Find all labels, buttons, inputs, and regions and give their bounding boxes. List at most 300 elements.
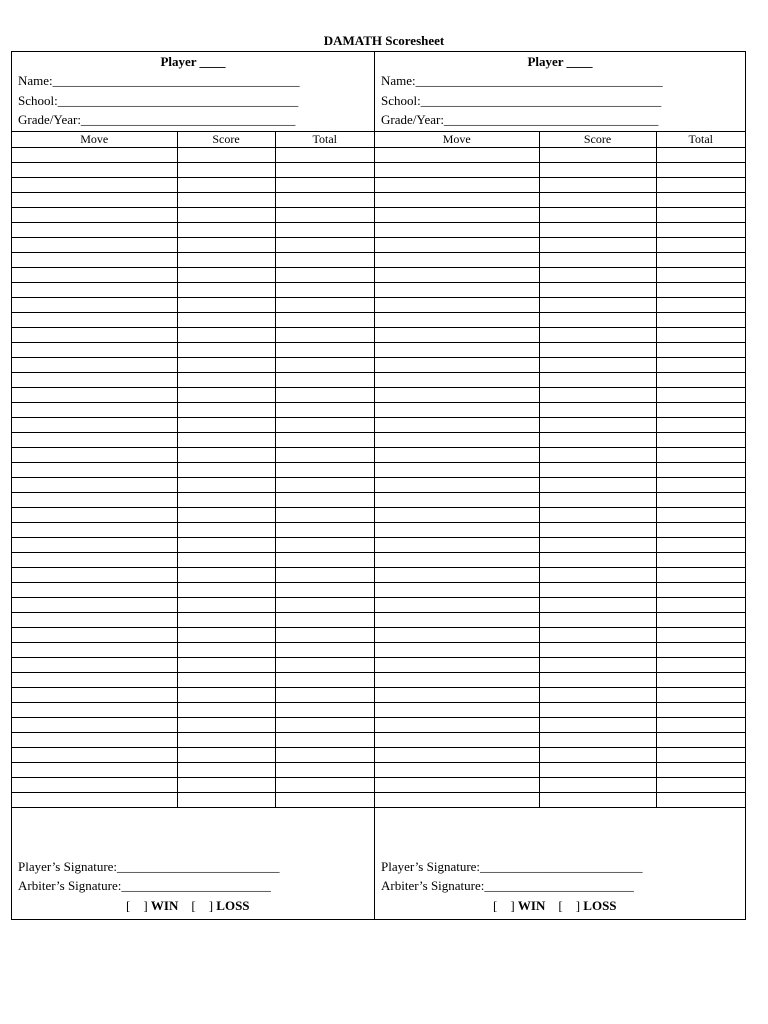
move-cell[interactable] bbox=[375, 417, 539, 432]
player-one-player-signature[interactable]: Player’s Signature:_________________________ bbox=[18, 859, 280, 874]
score-cell[interactable] bbox=[539, 387, 656, 402]
total-cell[interactable] bbox=[275, 297, 374, 312]
move-cell[interactable] bbox=[375, 732, 539, 747]
score-cell[interactable] bbox=[539, 612, 656, 627]
score-cell[interactable] bbox=[177, 207, 275, 222]
score-cell[interactable] bbox=[539, 252, 656, 267]
win-label: WIN bbox=[517, 898, 546, 913]
move-cell[interactable] bbox=[375, 432, 539, 447]
total-cell[interactable] bbox=[656, 597, 745, 612]
total-cell[interactable] bbox=[656, 387, 745, 402]
move-cell[interactable] bbox=[375, 147, 539, 162]
player-two-arbiter-signature[interactable]: Arbiter’s Signature:_______________________ bbox=[381, 878, 634, 893]
total-cell[interactable] bbox=[275, 792, 374, 807]
score-cell[interactable] bbox=[539, 672, 656, 687]
score-cell[interactable] bbox=[539, 657, 656, 672]
move-cell[interactable] bbox=[375, 462, 539, 477]
total-column-header: Total bbox=[656, 132, 745, 147]
score-cell[interactable] bbox=[177, 762, 275, 777]
move-row bbox=[375, 387, 745, 402]
total-cell[interactable] bbox=[275, 342, 374, 357]
score-cell[interactable] bbox=[177, 312, 275, 327]
score-cell[interactable] bbox=[177, 522, 275, 537]
move-cell[interactable] bbox=[375, 597, 539, 612]
move-cell[interactable] bbox=[12, 582, 177, 597]
score-cell[interactable] bbox=[177, 342, 275, 357]
total-cell[interactable] bbox=[656, 312, 745, 327]
score-cell[interactable] bbox=[177, 192, 275, 207]
move-cell[interactable] bbox=[375, 567, 539, 582]
move-cell[interactable] bbox=[12, 462, 177, 477]
move-cell[interactable] bbox=[12, 492, 177, 507]
score-cell[interactable] bbox=[177, 432, 275, 447]
score-cell[interactable] bbox=[539, 477, 656, 492]
total-cell[interactable] bbox=[275, 192, 374, 207]
move-cell[interactable] bbox=[375, 402, 539, 417]
win-checkbox[interactable]: [ ] bbox=[493, 898, 515, 913]
move-cell[interactable] bbox=[12, 432, 177, 447]
score-cell[interactable] bbox=[539, 147, 656, 162]
move-cell[interactable] bbox=[375, 372, 539, 387]
move-cell[interactable] bbox=[375, 522, 539, 537]
move-cell[interactable] bbox=[12, 522, 177, 537]
total-cell[interactable] bbox=[656, 252, 745, 267]
total-cell[interactable] bbox=[275, 312, 374, 327]
player-two-result bbox=[493, 898, 617, 914]
score-cell[interactable] bbox=[539, 417, 656, 432]
score-cell[interactable] bbox=[539, 177, 656, 192]
player-one-arbiter-signature[interactable]: Arbiter’s Signature:_______________________ bbox=[18, 878, 271, 893]
total-cell[interactable] bbox=[656, 567, 745, 582]
move-cell[interactable] bbox=[12, 417, 177, 432]
score-cell[interactable] bbox=[177, 237, 275, 252]
move-cell[interactable] bbox=[12, 162, 177, 177]
move-cell[interactable] bbox=[12, 717, 177, 732]
total-cell[interactable] bbox=[275, 282, 374, 297]
move-cell[interactable] bbox=[375, 312, 539, 327]
move-cell[interactable] bbox=[12, 252, 177, 267]
move-cell[interactable] bbox=[375, 207, 539, 222]
total-cell[interactable] bbox=[656, 687, 745, 702]
score-cell[interactable] bbox=[539, 552, 656, 567]
score-cell[interactable] bbox=[539, 222, 656, 237]
score-cell[interactable] bbox=[539, 447, 656, 462]
total-cell[interactable] bbox=[656, 552, 745, 567]
move-cell[interactable] bbox=[12, 702, 177, 717]
total-cell[interactable] bbox=[275, 762, 374, 777]
total-cell[interactable] bbox=[656, 462, 745, 477]
score-cell[interactable] bbox=[539, 207, 656, 222]
move-cell[interactable] bbox=[375, 387, 539, 402]
move-cell[interactable] bbox=[375, 507, 539, 522]
score-cell[interactable] bbox=[539, 432, 656, 447]
total-cell[interactable] bbox=[656, 507, 745, 522]
score-cell[interactable] bbox=[177, 327, 275, 342]
total-cell[interactable] bbox=[656, 642, 745, 657]
move-cell[interactable] bbox=[375, 687, 539, 702]
move-row bbox=[375, 567, 745, 582]
total-cell[interactable] bbox=[656, 222, 745, 237]
score-cell[interactable] bbox=[539, 537, 656, 552]
move-cell[interactable] bbox=[375, 297, 539, 312]
move-cell[interactable] bbox=[375, 762, 539, 777]
move-cell[interactable] bbox=[375, 282, 539, 297]
move-cell[interactable] bbox=[12, 762, 177, 777]
total-cell[interactable] bbox=[656, 702, 745, 717]
total-cell[interactable] bbox=[275, 387, 374, 402]
score-cell[interactable] bbox=[177, 657, 275, 672]
total-cell[interactable] bbox=[656, 417, 745, 432]
score-cell[interactable] bbox=[539, 297, 656, 312]
move-row bbox=[375, 147, 745, 162]
total-cell[interactable] bbox=[656, 327, 745, 342]
score-cell[interactable] bbox=[539, 762, 656, 777]
move-row bbox=[375, 402, 745, 417]
score-cell[interactable] bbox=[539, 162, 656, 177]
score-cell[interactable] bbox=[539, 312, 656, 327]
total-cell[interactable] bbox=[656, 372, 745, 387]
move-cell[interactable] bbox=[375, 552, 539, 567]
loss-checkbox[interactable]: [ ] bbox=[191, 898, 214, 913]
total-cell[interactable] bbox=[275, 642, 374, 657]
move-cell[interactable] bbox=[375, 612, 539, 627]
total-cell[interactable] bbox=[656, 522, 745, 537]
total-cell[interactable] bbox=[275, 267, 374, 282]
score-cell[interactable] bbox=[177, 177, 275, 192]
move-cell[interactable] bbox=[375, 252, 539, 267]
score-cell[interactable] bbox=[539, 372, 656, 387]
move-cell[interactable] bbox=[12, 477, 177, 492]
total-cell[interactable] bbox=[275, 177, 374, 192]
move-cell[interactable] bbox=[375, 267, 539, 282]
total-cell[interactable] bbox=[275, 672, 374, 687]
score-cell[interactable] bbox=[177, 567, 275, 582]
score-cell[interactable] bbox=[177, 267, 275, 282]
total-cell[interactable] bbox=[656, 402, 745, 417]
move-row bbox=[375, 477, 745, 492]
total-cell[interactable] bbox=[275, 477, 374, 492]
move-cell[interactable] bbox=[375, 657, 539, 672]
total-cell[interactable] bbox=[656, 207, 745, 222]
move-row bbox=[12, 177, 374, 192]
score-cell[interactable] bbox=[177, 282, 275, 297]
move-cell[interactable] bbox=[12, 147, 177, 162]
player-two-section bbox=[375, 52, 745, 919]
total-cell[interactable] bbox=[656, 672, 745, 687]
total-cell[interactable] bbox=[275, 207, 374, 222]
move-cell[interactable] bbox=[375, 702, 539, 717]
total-cell[interactable] bbox=[656, 267, 745, 282]
total-cell[interactable] bbox=[275, 162, 374, 177]
move-cell[interactable] bbox=[375, 237, 539, 252]
move-cell[interactable] bbox=[12, 372, 177, 387]
score-cell[interactable] bbox=[177, 582, 275, 597]
player-one-heading: Player ____ bbox=[160, 54, 226, 69]
score-cell[interactable] bbox=[177, 252, 275, 267]
loss-checkbox[interactable]: [ ] bbox=[558, 898, 581, 913]
move-cell[interactable] bbox=[12, 177, 177, 192]
score-cell[interactable] bbox=[177, 777, 275, 792]
total-cell[interactable] bbox=[275, 447, 374, 462]
total-cell[interactable] bbox=[275, 732, 374, 747]
total-cell[interactable] bbox=[275, 357, 374, 372]
move-cell[interactable] bbox=[12, 612, 177, 627]
total-cell[interactable] bbox=[275, 702, 374, 717]
move-cell[interactable] bbox=[12, 747, 177, 762]
score-cell[interactable] bbox=[177, 402, 275, 417]
total-cell[interactable] bbox=[275, 552, 374, 567]
score-cell[interactable] bbox=[177, 537, 275, 552]
score-cell[interactable] bbox=[539, 567, 656, 582]
total-cell[interactable] bbox=[656, 432, 745, 447]
move-cell[interactable] bbox=[375, 192, 539, 207]
move-cell[interactable] bbox=[375, 477, 539, 492]
move-cell[interactable] bbox=[12, 627, 177, 642]
move-cell[interactable] bbox=[12, 282, 177, 297]
total-cell[interactable] bbox=[275, 222, 374, 237]
score-cell[interactable] bbox=[539, 237, 656, 252]
score-cell[interactable] bbox=[177, 372, 275, 387]
score-cell[interactable] bbox=[177, 597, 275, 612]
move-cell[interactable] bbox=[375, 582, 539, 597]
move-cell[interactable] bbox=[375, 717, 539, 732]
total-cell[interactable] bbox=[656, 657, 745, 672]
score-cell[interactable] bbox=[177, 447, 275, 462]
score-cell[interactable] bbox=[177, 732, 275, 747]
score-cell[interactable] bbox=[177, 687, 275, 702]
total-cell[interactable] bbox=[275, 432, 374, 447]
score-cell[interactable] bbox=[539, 732, 656, 747]
score-cell[interactable] bbox=[539, 702, 656, 717]
score-cell[interactable] bbox=[177, 702, 275, 717]
move-cell[interactable] bbox=[375, 792, 539, 807]
total-cell[interactable] bbox=[656, 792, 745, 807]
win-checkbox[interactable]: [ ] bbox=[126, 898, 148, 913]
total-cell[interactable] bbox=[656, 192, 745, 207]
move-cell[interactable] bbox=[12, 327, 177, 342]
move-cell[interactable] bbox=[12, 597, 177, 612]
total-cell[interactable] bbox=[275, 417, 374, 432]
move-cell[interactable] bbox=[375, 537, 539, 552]
move-cell[interactable] bbox=[12, 222, 177, 237]
move-cell[interactable] bbox=[375, 222, 539, 237]
move-cell[interactable] bbox=[375, 327, 539, 342]
move-cell[interactable] bbox=[375, 747, 539, 762]
score-cell[interactable] bbox=[539, 462, 656, 477]
score-cell[interactable] bbox=[177, 162, 275, 177]
move-cell[interactable] bbox=[12, 672, 177, 687]
move-cell[interactable] bbox=[12, 357, 177, 372]
move-cell[interactable] bbox=[12, 267, 177, 282]
total-cell[interactable] bbox=[275, 687, 374, 702]
move-cell[interactable] bbox=[12, 297, 177, 312]
move-cell[interactable] bbox=[12, 447, 177, 462]
total-cell[interactable] bbox=[656, 777, 745, 792]
total-cell[interactable] bbox=[275, 612, 374, 627]
move-cell[interactable] bbox=[12, 657, 177, 672]
total-cell[interactable] bbox=[275, 627, 374, 642]
score-cell[interactable] bbox=[539, 522, 656, 537]
score-cell[interactable] bbox=[177, 717, 275, 732]
move-cell[interactable] bbox=[12, 567, 177, 582]
player-one-school-field[interactable]: School:_____________________________________ bbox=[18, 93, 299, 108]
move-cell[interactable] bbox=[375, 672, 539, 687]
score-cell[interactable] bbox=[539, 402, 656, 417]
total-cell[interactable] bbox=[656, 762, 745, 777]
score-cell[interactable] bbox=[177, 642, 275, 657]
move-cell[interactable] bbox=[375, 177, 539, 192]
total-cell[interactable] bbox=[275, 402, 374, 417]
score-cell[interactable] bbox=[177, 747, 275, 762]
player-two-school-field[interactable]: School:_____________________________________ bbox=[381, 93, 662, 108]
total-cell[interactable] bbox=[275, 582, 374, 597]
move-cell[interactable] bbox=[12, 537, 177, 552]
total-cell[interactable] bbox=[656, 747, 745, 762]
move-cell[interactable] bbox=[12, 192, 177, 207]
score-cell[interactable] bbox=[539, 582, 656, 597]
move-cell[interactable] bbox=[12, 777, 177, 792]
score-cell[interactable] bbox=[539, 507, 656, 522]
total-cell[interactable] bbox=[656, 177, 745, 192]
score-cell[interactable] bbox=[177, 612, 275, 627]
player-two-player-signature[interactable]: Player’s Signature:_________________________ bbox=[381, 859, 643, 874]
move-row bbox=[12, 342, 374, 357]
score-cell[interactable] bbox=[177, 222, 275, 237]
score-cell[interactable] bbox=[539, 687, 656, 702]
score-cell[interactable] bbox=[177, 387, 275, 402]
move-row bbox=[12, 267, 374, 282]
score-cell[interactable] bbox=[177, 627, 275, 642]
total-cell[interactable] bbox=[656, 162, 745, 177]
score-cell[interactable] bbox=[539, 342, 656, 357]
player-one-name-field[interactable]: Name:______________________________________ bbox=[18, 73, 300, 88]
total-cell[interactable] bbox=[275, 657, 374, 672]
move-cell[interactable] bbox=[12, 402, 177, 417]
move-cell[interactable] bbox=[375, 492, 539, 507]
move-cell[interactable] bbox=[12, 312, 177, 327]
total-cell[interactable] bbox=[656, 477, 745, 492]
total-cell[interactable] bbox=[656, 237, 745, 252]
move-cell[interactable] bbox=[12, 342, 177, 357]
total-cell[interactable] bbox=[656, 717, 745, 732]
total-cell[interactable] bbox=[656, 612, 745, 627]
move-row bbox=[375, 357, 745, 372]
move-cell[interactable] bbox=[375, 627, 539, 642]
score-cell[interactable] bbox=[177, 672, 275, 687]
move-cell[interactable] bbox=[375, 342, 539, 357]
total-cell[interactable] bbox=[275, 597, 374, 612]
move-cell[interactable] bbox=[375, 777, 539, 792]
score-cell[interactable] bbox=[539, 642, 656, 657]
total-cell[interactable] bbox=[656, 282, 745, 297]
score-cell[interactable] bbox=[539, 792, 656, 807]
score-cell[interactable] bbox=[177, 792, 275, 807]
total-cell[interactable] bbox=[656, 627, 745, 642]
score-cell[interactable] bbox=[539, 282, 656, 297]
score-cell[interactable] bbox=[177, 357, 275, 372]
total-cell[interactable] bbox=[275, 507, 374, 522]
move-cell[interactable] bbox=[12, 387, 177, 402]
total-cell[interactable] bbox=[275, 252, 374, 267]
total-cell[interactable] bbox=[656, 147, 745, 162]
score-cell[interactable] bbox=[539, 777, 656, 792]
total-cell[interactable] bbox=[656, 297, 745, 312]
total-cell[interactable] bbox=[656, 582, 745, 597]
score-cell[interactable] bbox=[177, 477, 275, 492]
move-row bbox=[12, 162, 374, 177]
total-cell[interactable] bbox=[275, 717, 374, 732]
total-cell[interactable] bbox=[656, 447, 745, 462]
total-cell[interactable] bbox=[275, 777, 374, 792]
total-cell[interactable] bbox=[656, 537, 745, 552]
total-cell[interactable] bbox=[656, 342, 745, 357]
move-cell[interactable] bbox=[375, 357, 539, 372]
score-cell[interactable] bbox=[539, 597, 656, 612]
move-row bbox=[375, 252, 745, 267]
score-cell[interactable] bbox=[539, 327, 656, 342]
total-cell[interactable] bbox=[275, 237, 374, 252]
move-cell[interactable] bbox=[12, 642, 177, 657]
score-cell[interactable] bbox=[177, 507, 275, 522]
move-cell[interactable] bbox=[375, 447, 539, 462]
score-cell[interactable] bbox=[177, 552, 275, 567]
score-cell[interactable] bbox=[539, 627, 656, 642]
total-cell[interactable] bbox=[275, 492, 374, 507]
score-cell[interactable] bbox=[539, 492, 656, 507]
total-cell[interactable] bbox=[275, 567, 374, 582]
move-cell[interactable] bbox=[12, 552, 177, 567]
move-cell[interactable] bbox=[375, 162, 539, 177]
move-row bbox=[12, 492, 374, 507]
total-cell[interactable] bbox=[275, 462, 374, 477]
move-cell[interactable] bbox=[12, 237, 177, 252]
total-cell[interactable] bbox=[656, 357, 745, 372]
move-row bbox=[375, 552, 745, 567]
move-row bbox=[12, 567, 374, 582]
move-cell[interactable] bbox=[12, 207, 177, 222]
score-cell[interactable] bbox=[539, 192, 656, 207]
move-row bbox=[12, 477, 374, 492]
score-cell[interactable] bbox=[539, 717, 656, 732]
move-cell[interactable] bbox=[375, 642, 539, 657]
player-two-name-field[interactable]: Name:______________________________________ bbox=[381, 73, 663, 88]
score-cell[interactable] bbox=[539, 747, 656, 762]
total-cell[interactable] bbox=[275, 327, 374, 342]
total-cell[interactable] bbox=[275, 537, 374, 552]
move-cell[interactable] bbox=[12, 792, 177, 807]
move-cell[interactable] bbox=[12, 507, 177, 522]
total-cell[interactable] bbox=[275, 147, 374, 162]
total-cell[interactable] bbox=[275, 747, 374, 762]
total-cell[interactable] bbox=[275, 372, 374, 387]
move-cell[interactable] bbox=[12, 687, 177, 702]
score-cell[interactable] bbox=[177, 147, 275, 162]
total-cell[interactable] bbox=[656, 732, 745, 747]
total-cell[interactable] bbox=[275, 522, 374, 537]
score-cell[interactable] bbox=[177, 462, 275, 477]
move-row bbox=[375, 297, 745, 312]
player-one-grade-field[interactable]: Grade/Year:_________________________________ bbox=[18, 112, 296, 127]
score-cell[interactable] bbox=[539, 357, 656, 372]
score-cell[interactable] bbox=[177, 417, 275, 432]
move-cell[interactable] bbox=[12, 732, 177, 747]
total-cell[interactable] bbox=[656, 492, 745, 507]
score-cell[interactable] bbox=[177, 492, 275, 507]
score-cell[interactable] bbox=[539, 267, 656, 282]
loss-label: LOSS bbox=[216, 898, 250, 913]
score-cell[interactable] bbox=[177, 297, 275, 312]
player-two-grade-field[interactable]: Grade/Year:_________________________________ bbox=[381, 112, 659, 127]
